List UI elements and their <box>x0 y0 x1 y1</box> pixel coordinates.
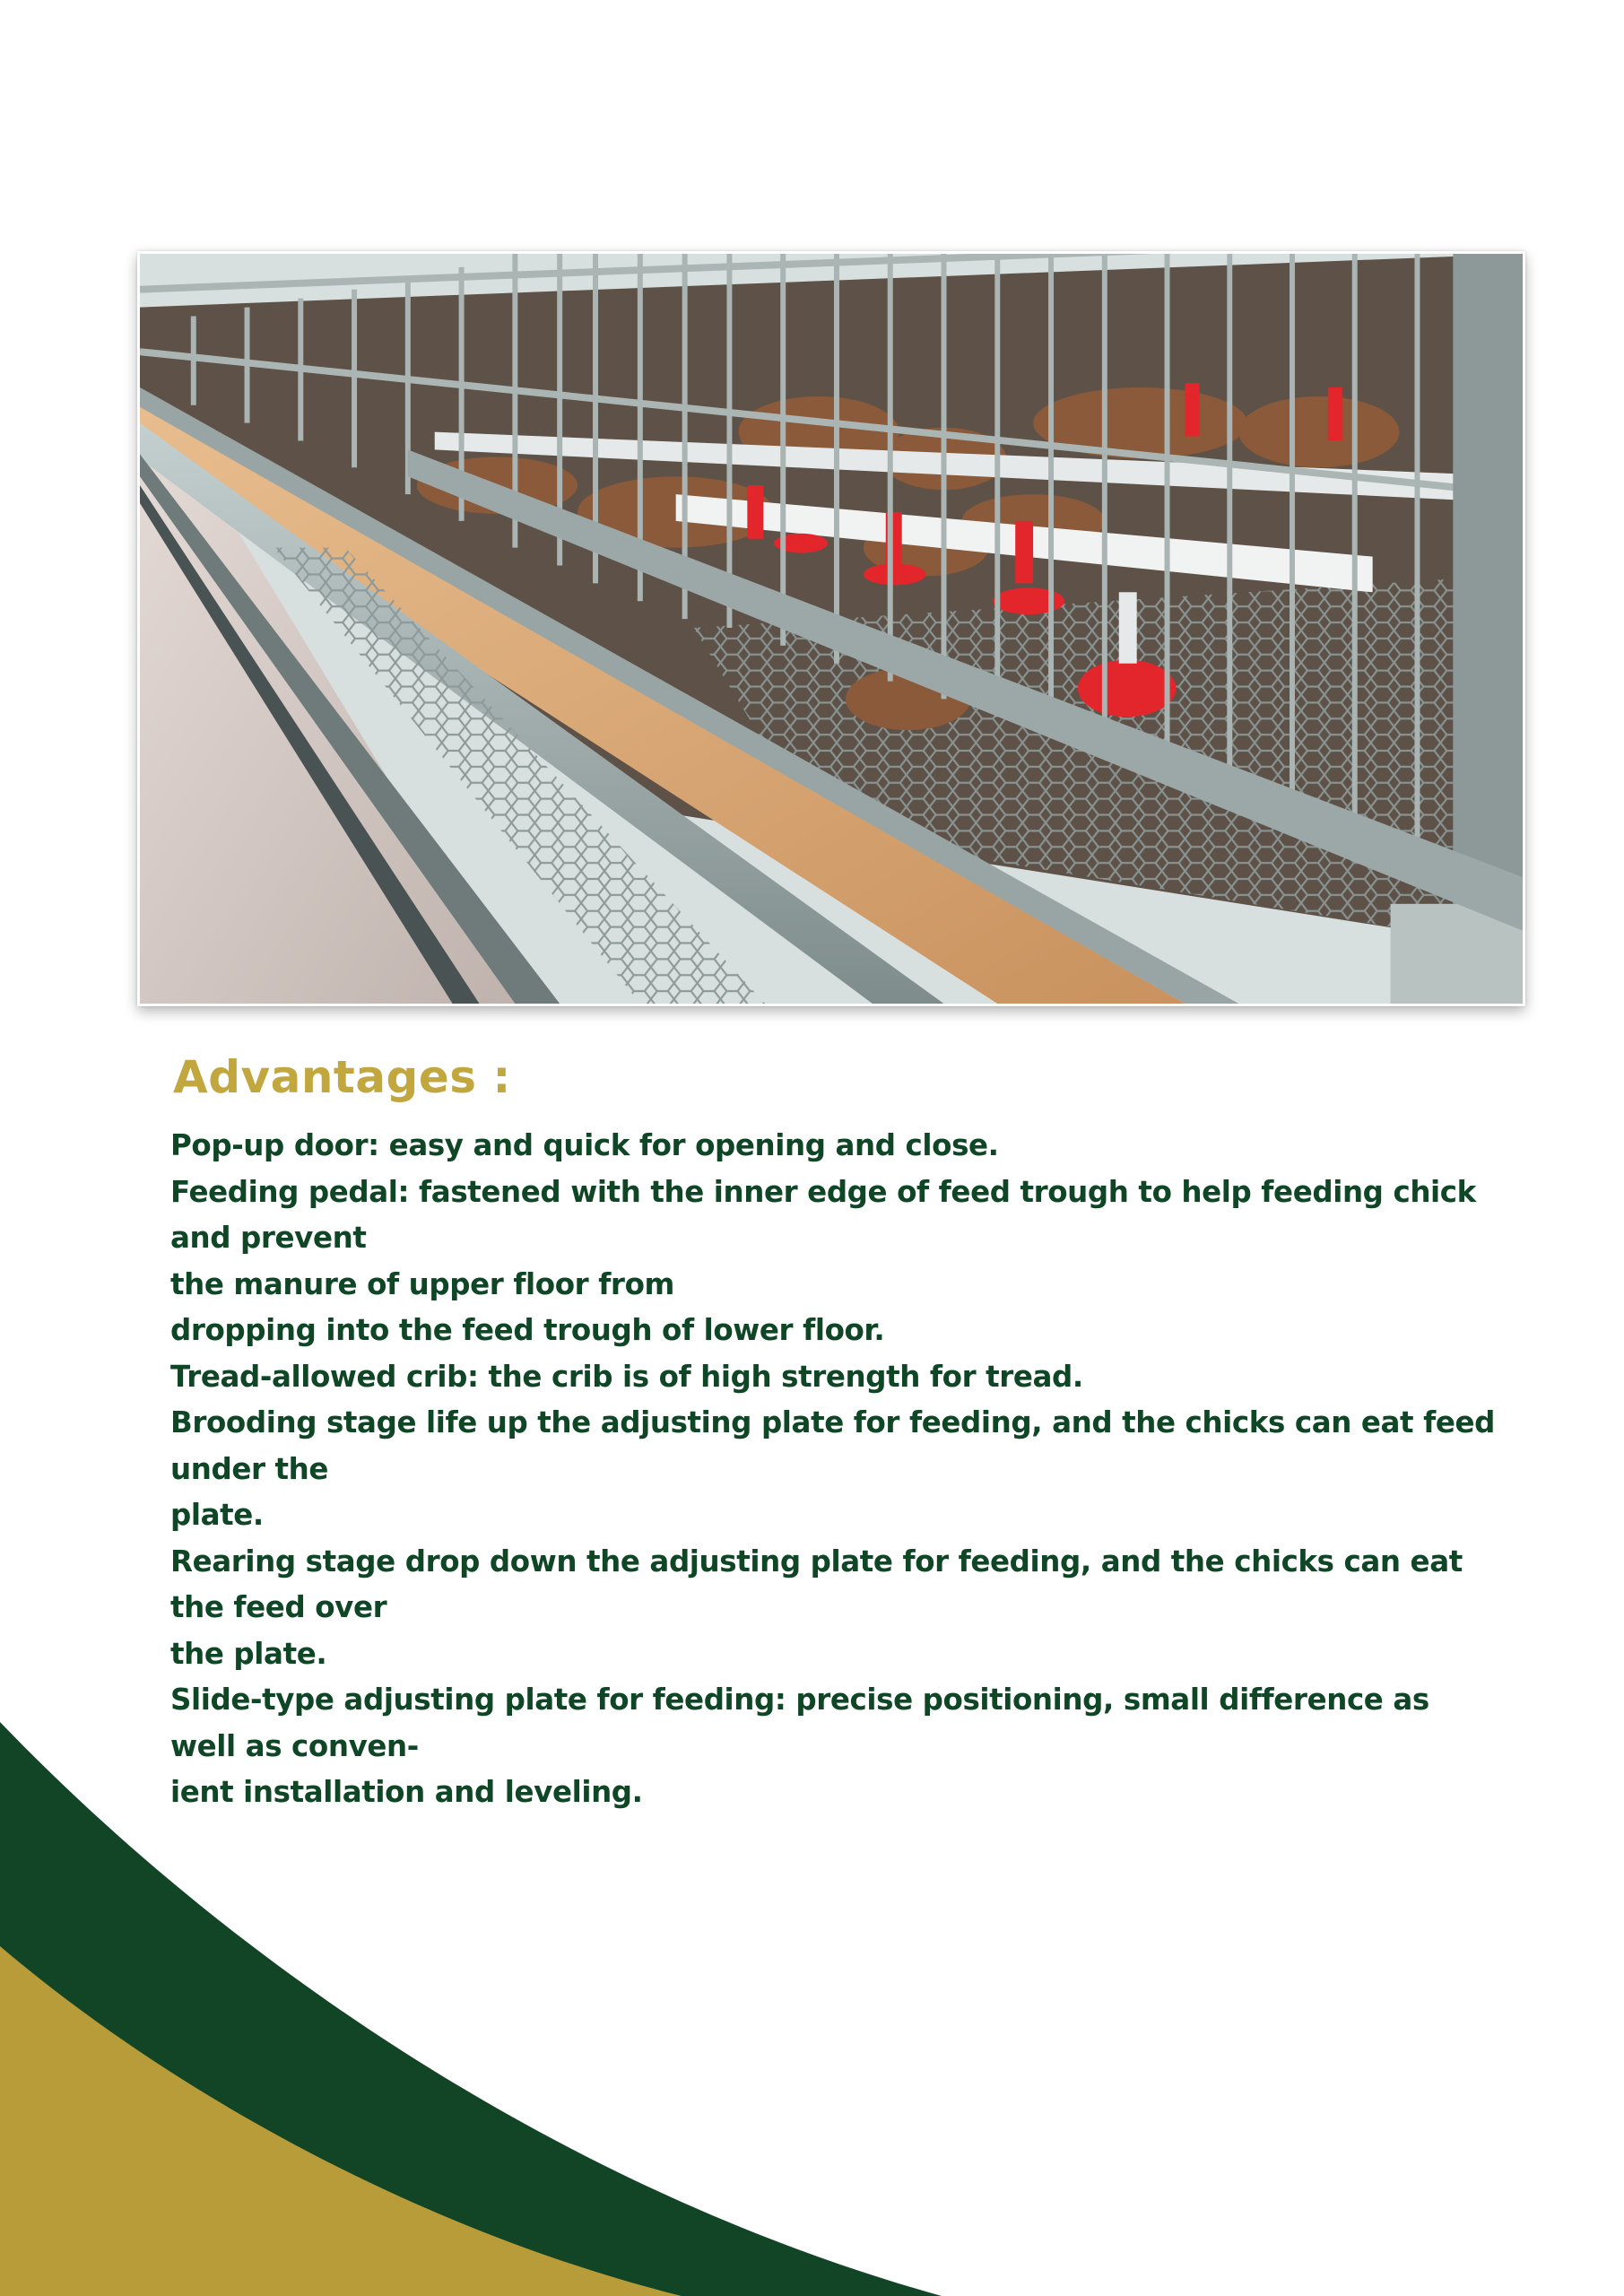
advantage-line: the plate. <box>170 1636 327 1671</box>
advantages-list <box>170 1123 1498 1816</box>
advantage-line: ient installation and leveling. <box>170 1775 643 1809</box>
poultry-cage-photo <box>137 251 1525 1006</box>
advantage-line: plate. <box>170 1498 264 1532</box>
advantage-line: Tread-allowed crib: the crib is of high strength for tread. <box>170 1359 1083 1394</box>
advantage-line: Brooding stage life up the adjusting plate for feeding, and the chicks can eat feed under the <box>170 1405 1495 1486</box>
advantage-line: the manure of upper floor from <box>170 1266 674 1301</box>
advantages-heading: Advantages : <box>173 1051 511 1103</box>
decorative-wave <box>0 1722 1624 2296</box>
advantage-line: Slide-type adjusting plate for feeding: precise positioning, small difference as well as conven- <box>170 1683 1429 1763</box>
cage-photo-illustration <box>140 254 1523 1004</box>
advantage-line: Pop-up door: easy and quick for opening and close. <box>170 1128 999 1162</box>
advantage-line: Rearing stage drop down the adjusting plate for feeding, and the chicks can eat the feed over <box>170 1544 1463 1624</box>
advantage-line: dropping into the feed trough of lower floor. <box>170 1313 885 1347</box>
advantage-line: Feeding pedal: fastened with the inner edge of feed trough to help feeding chick and prevent <box>170 1174 1476 1255</box>
